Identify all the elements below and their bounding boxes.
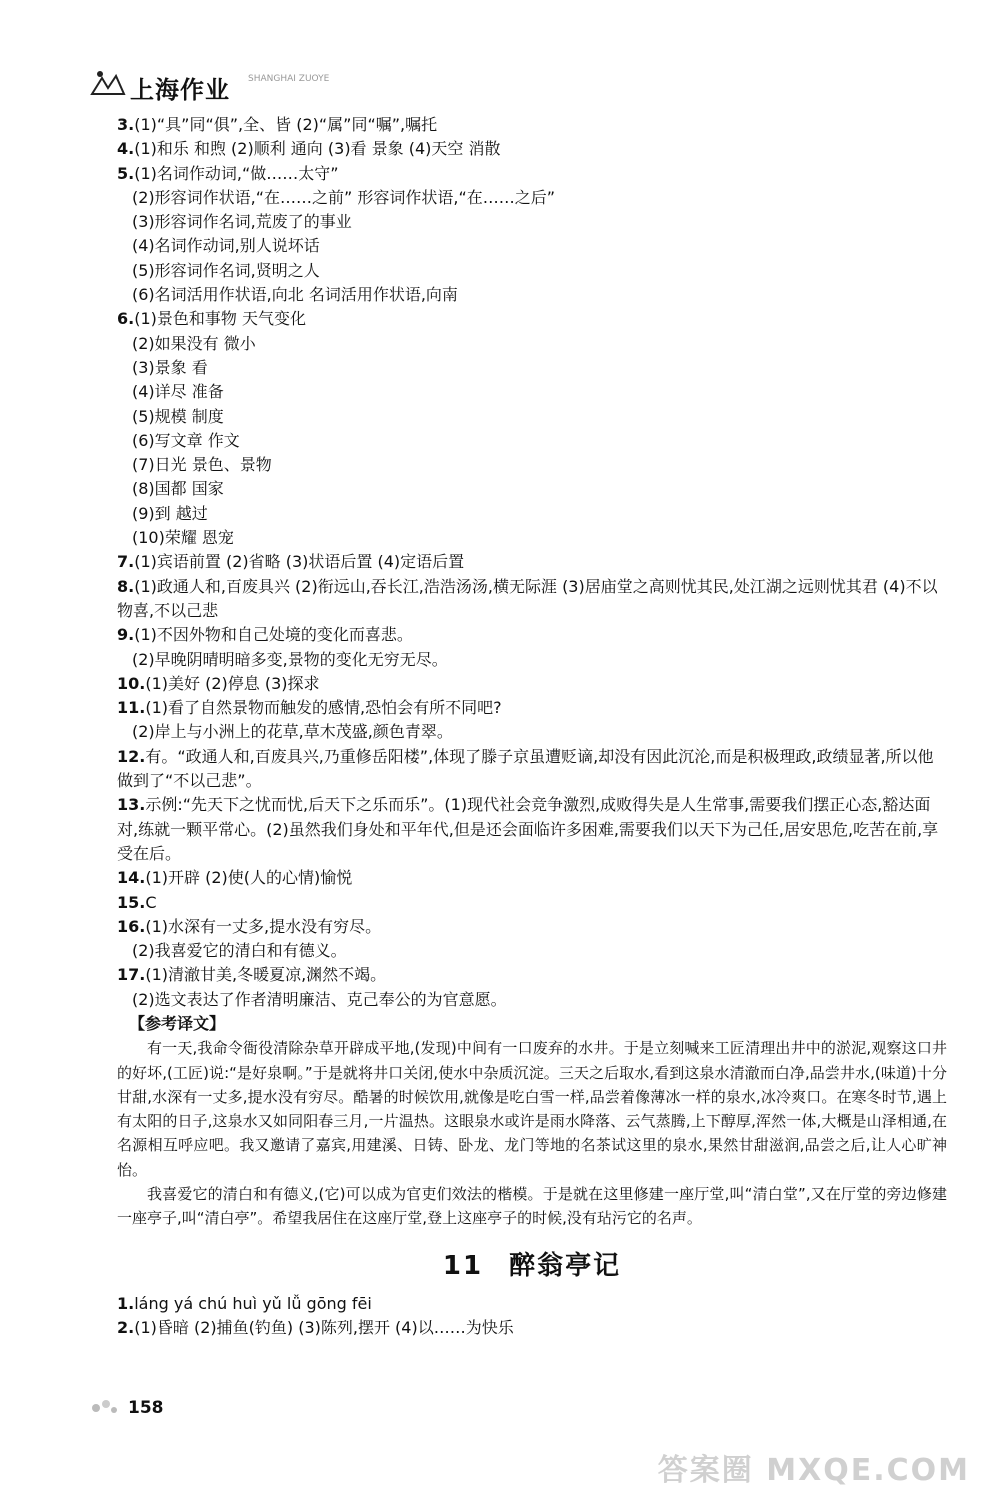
question-number: 1. bbox=[117, 1293, 135, 1313]
reference-translation-title: 【参考译文】 bbox=[129, 1013, 226, 1033]
answer-text: (1)看了自然景物而触发的感情,恐怕会有所不同吧? bbox=[145, 698, 502, 718]
translation-paragraph: 我喜爱它的清白和有德义,(它)可以成为官吏们效法的楷模。于是就在这里修建一座厅堂,叫“清白堂”,又在厅堂的旁边修建一座亭子,叫“清白亭”。希望我居住在这座厅堂,登上这座亭子的时候,没有玷污它的名声。 bbox=[117, 1185, 947, 1228]
section-answers-list bbox=[117, 1292, 947, 1341]
answer-line bbox=[117, 745, 947, 794]
answer-line bbox=[117, 720, 947, 744]
flower-decoration-icon bbox=[88, 1396, 124, 1420]
answer-line bbox=[117, 526, 947, 550]
question-number: 7. bbox=[117, 552, 135, 572]
answer-text: (2)我喜爱它的清白和有德义。 bbox=[132, 941, 347, 961]
translation-paragraph: 有一天,我命令衙役清除杂草开辟成平地,(发现)中间有一口废弃的水井。于是立刻喊来工匠清理出井中的淤泥,观察这口井的好坏,(工匠)说:“是好泉啊。”于是就将井口关闭,使水中杂质沉淀。三天之后取水,看到这泉水清澈而白净,品尝井水,(味道)十分甘甜,水深有一丈多,提水没有穷尽。酷暑的时候饮用,就像是吃白雪一样,品尝着像薄冰一样的泉水,冰冷爽口。在寒冬时节,遇上有太阳的日子,这泉水又如同阳春三月,一片温热。这眼泉水或许是雨水降落、云气蒸腾,上下醇厚,浑然一体,大概是山泽相通,在名源相互呼应吧。我又邀请了嘉宾,用建溪、日铸、卧龙、龙门等地的名茶试这里的泉水,果然甘甜滋润,品尝之后,让人心旷神怡。 bbox=[117, 1039, 947, 1179]
header-title: 上海作业 bbox=[130, 76, 230, 104]
answer-text: (1)清澈甘美,冬暖夏凉,渊然不竭。 bbox=[145, 965, 387, 985]
answer-line bbox=[117, 1292, 947, 1316]
answer-line bbox=[117, 210, 947, 234]
answer-text: (4)详尽 准备 bbox=[132, 382, 224, 402]
question-number: 15. bbox=[117, 892, 146, 912]
answer-line bbox=[117, 988, 947, 1012]
answer-line bbox=[117, 259, 947, 283]
answer-text: (2)选文表达了作者清明廉洁、克己奉公的为官意愿。 bbox=[132, 989, 507, 1009]
answer-line bbox=[117, 793, 947, 866]
book-logo-icon bbox=[88, 68, 128, 102]
question-number: 12. bbox=[117, 746, 146, 766]
answer-text: (2)岸上与小洲上的花草,草木茂盛,颜色青翠。 bbox=[132, 722, 453, 742]
question-number: 4. bbox=[117, 139, 135, 159]
answer-text: (5)形容词作名词,贤明之人 bbox=[132, 260, 320, 280]
answer-line bbox=[117, 866, 947, 890]
answer-line bbox=[117, 696, 947, 720]
question-number: 6. bbox=[117, 309, 135, 329]
answer-line bbox=[117, 332, 947, 356]
question-number: 3. bbox=[117, 115, 135, 134]
answer-line bbox=[117, 939, 947, 963]
answer-text: (1)景色和事物 天气变化 bbox=[134, 309, 306, 329]
question-number: 14. bbox=[117, 868, 146, 888]
answer-text: láng yá chú huì yǔ lǚ gōng fēi bbox=[134, 1293, 372, 1313]
answer-line bbox=[117, 575, 947, 624]
answer-line bbox=[117, 380, 947, 404]
answer-line bbox=[117, 234, 947, 258]
page-header bbox=[88, 62, 388, 108]
answer-text: (3)形容词作名词,荒废了的事业 bbox=[132, 212, 352, 232]
question-number: 10. bbox=[117, 673, 146, 693]
answer-text: (6)名词活用作状语,向北 名词活用作状语,向南 bbox=[132, 285, 458, 305]
answer-line bbox=[117, 429, 947, 453]
section-title: 醉翁亭记 bbox=[509, 1250, 622, 1281]
answer-text: (1)“具”同“俱”,全、皆 (2)“属”同“嘱”,嘱托 bbox=[134, 115, 438, 134]
watermark: 答案圈 MXQE.COM bbox=[657, 1453, 970, 1488]
answer-text: (7)日光 景色、景物 bbox=[132, 455, 272, 475]
answer-line bbox=[117, 915, 947, 939]
answer-text: (2)如果没有 微小 bbox=[132, 333, 256, 353]
header-subtitle: SHANGHAI ZUOYE bbox=[248, 74, 330, 84]
answer-line bbox=[117, 623, 947, 647]
question-number: 17. bbox=[117, 965, 146, 985]
answer-line bbox=[117, 1316, 947, 1340]
answer-text: C bbox=[145, 892, 157, 912]
answer-text: (9)到 越过 bbox=[132, 503, 208, 523]
answer-line bbox=[117, 963, 947, 987]
answer-line bbox=[117, 113, 947, 137]
section-number: 11 bbox=[442, 1250, 484, 1281]
answer-line bbox=[117, 356, 947, 380]
answer-line bbox=[117, 550, 947, 574]
answer-line bbox=[117, 453, 947, 477]
answer-text: (1)政通人和,百废具兴 (2)衔远山,吞长江,浩浩汤汤,横无际涯 (3)居庙堂之高则忧其民,处江湖之远则忧其君 (4)不以物喜,不以己悲 bbox=[117, 576, 938, 620]
answer-text: (1)水深有一丈多,提水没有穷尽。 bbox=[145, 916, 382, 936]
answer-line bbox=[117, 283, 947, 307]
answer-line bbox=[117, 648, 947, 672]
answer-line bbox=[117, 405, 947, 429]
answer-line bbox=[117, 307, 947, 331]
answer-line bbox=[117, 162, 947, 186]
answer-text: (6)写文章 作文 bbox=[132, 430, 240, 450]
answer-line bbox=[117, 502, 947, 526]
question-number: 8. bbox=[117, 576, 135, 596]
reference-translation bbox=[117, 1036, 947, 1230]
answer-text: (1)开辟 (2)使(人的心情)愉悦 bbox=[145, 868, 353, 888]
answer-text: (1)昏暗 (2)捕鱼(钓鱼) (3)陈列,摆开 (4)以……为快乐 bbox=[134, 1317, 514, 1337]
answer-line bbox=[117, 891, 947, 915]
answer-text: 有。“政通人和,百废具兴,乃重修岳阳楼”,体现了滕子京虽遭贬谪,却没有因此沉沦,而是积极理政,政绩显著,所以他做到了“不以己悲”。 bbox=[117, 746, 934, 791]
question-number: 11. bbox=[117, 698, 146, 718]
section-heading bbox=[117, 1245, 947, 1282]
answer-text: (1)宾语前置 (2)省略 (3)状语后置 (4)定语后置 bbox=[134, 552, 465, 572]
answer-line bbox=[117, 186, 947, 210]
answer-page bbox=[117, 113, 947, 1340]
answer-text: (1)不因外物和自己处境的变化而喜悲。 bbox=[134, 625, 413, 645]
answer-line bbox=[117, 672, 947, 696]
answer-text: 示例:“先天下之忧而忧,后天下之乐而乐”。(1)现代社会竞争激烈,成败得失是人生常事,需要我们摆正心态,豁达面对,练就一颗平常心。(2)虽然我们身处和平年代,但是还会面临许多困难,需要我们以天下为己任,居安思危,吃苦在前,享受在后。 bbox=[117, 795, 939, 863]
answer-text: (1)和乐 和煦 (2)顺利 通向 (3)看 景象 (4)天空 消散 bbox=[134, 139, 501, 159]
answer-text: (1)名词作动词,“做……太守” bbox=[134, 163, 339, 183]
answer-line bbox=[117, 477, 947, 501]
question-number: 9. bbox=[117, 625, 135, 645]
answer-text: (10)荣耀 恩宠 bbox=[132, 528, 234, 548]
answer-text: (3)景象 看 bbox=[132, 357, 208, 377]
answer-text: (5)规模 制度 bbox=[132, 406, 224, 426]
question-number: 5. bbox=[117, 163, 135, 183]
question-number: 16. bbox=[117, 916, 146, 936]
answer-text: (4)名词作动词,别人说坏话 bbox=[132, 236, 320, 256]
answer-text: (8)国都 国家 bbox=[132, 479, 224, 499]
page-number: 158 bbox=[128, 1398, 164, 1418]
answer-text: (1)美好 (2)停息 (3)探求 bbox=[145, 673, 320, 693]
answer-text: (2)早晚阴晴明暗多变,景物的变化无穷无尽。 bbox=[132, 649, 448, 669]
answers-list bbox=[117, 113, 947, 1012]
answer-line bbox=[117, 137, 947, 161]
question-number: 2. bbox=[117, 1317, 135, 1337]
answer-text: (2)形容词作状语,“在……之前” 形容词作状语,“在……之后” bbox=[132, 187, 556, 207]
question-number: 13. bbox=[117, 795, 146, 815]
